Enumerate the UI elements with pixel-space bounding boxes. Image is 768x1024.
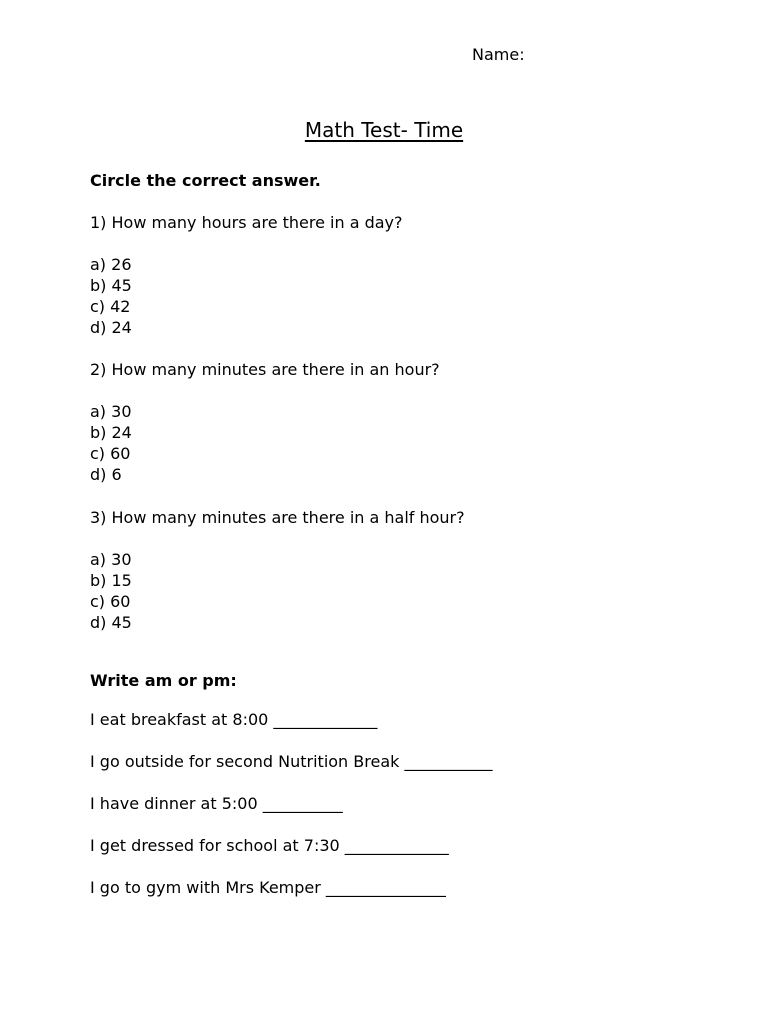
question-2-option-b: b) 24 [90,423,132,442]
question-1-option-a: a) 26 [90,255,132,274]
question-2-option-d: d) 6 [90,465,122,484]
am-pm-item-5: I go to gym with Mrs Kemper _______________ [90,878,446,897]
question-1-option-c: c) 42 [90,297,131,316]
name-label: Name: [472,45,525,64]
question-3-option-b: b) 15 [90,571,132,590]
question-2-option-c: c) 60 [90,444,131,463]
question-1-option-b: b) 45 [90,276,132,295]
section-heading-am-pm: Write am or pm: [90,671,237,690]
question-2: 2) How many minutes are there in an hour? [90,360,440,379]
am-pm-item-4: I get dressed for school at 7:30 _____________ [90,836,449,855]
question-3-option-c: c) 60 [90,592,131,611]
question-1: 1) How many hours are there in a day? [90,213,403,232]
page-title [0,117,768,143]
section-heading-circle: Circle the correct answer. [90,171,321,190]
question-3: 3) How many minutes are there in a half hour? [90,508,465,527]
am-pm-item-2: I go outside for second Nutrition Break ___________ [90,752,493,771]
question-1-option-d: d) 24 [90,318,132,337]
question-2-option-a: a) 30 [90,402,132,421]
question-3-option-d: d) 45 [90,613,132,632]
am-pm-item-1: I eat breakfast at 8:00 _____________ [90,710,378,729]
page-title-text: Math Test- Time [304,118,464,142]
question-3-option-a: a) 30 [90,550,132,569]
am-pm-item-3: I have dinner at 5:00 __________ [90,794,343,813]
